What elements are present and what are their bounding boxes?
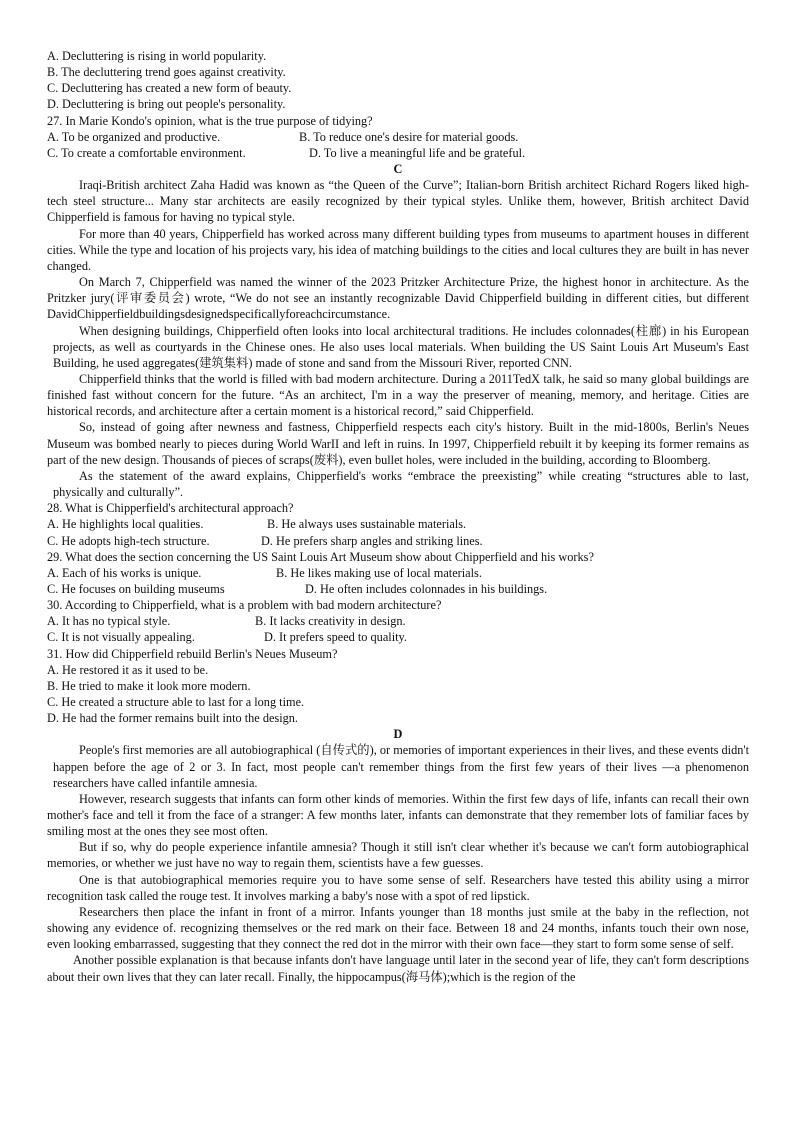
section-c-paragraph-5: Chipperfield thinks that the world is filled with bad modern architecture. During a 2011TedX talk, he said so many global buildings are finished fast without concern for the future. “As an architect, I'm in a way the preserver of meaning, memory, and heritage. Cities are historical records, and architecture after a certain moment is a historical record,” said Chipperfield. (47, 372, 749, 419)
q30-option-c: C. It is not visually appealing. (47, 630, 195, 645)
section-c-paragraph-7: As the statement of the award explains, Chipperfield's works “embrace the preexisting” while creating “structures able to last, physically and culturally”. (53, 468, 749, 500)
q27-option-c: C. To create a comfortable environment. (47, 145, 246, 160)
q26-option-d: D. Decluttering is bring out people's personality. (47, 97, 286, 112)
q29-option-a: A. Each of his works is unique. (47, 565, 202, 580)
q31-question: 31. How did Chipperfield rebuild Berlin's Neues Museum? (47, 646, 338, 661)
q27-option-d: D. To live a meaningful life and be grateful. (309, 145, 526, 160)
page-content (47, 48, 749, 985)
q31-option-a: A. He restored it as it used to be. (47, 662, 209, 677)
q31-option-c: C. He created a structure able to last for a long time. (47, 694, 305, 709)
q30-question: 30. According to Chipperfield, what is a problem with bad modern architecture? (47, 598, 442, 613)
q29-option-d: D. He often includes colonnades in his buildings. (305, 581, 548, 596)
section-d-paragraph-1: People's first memories are all autobiographical (自传式的), or memories of important experiences in their lives, and these events didn't happen before the age of 2 or 3. In fact, most people can't remember things from the first few years of their lives —a phenomenon researchers have called infantile amnesia. (53, 743, 749, 790)
section-c-paragraph-1: Iraqi-British architect Zaha Hadid was known as “the Queen of the Curve”; Italian-born British architect Richard Rogers liked high-tech steel structure... Many star architects are easily recognized by their typical styles. Unlike them, however, British architect David Chipperfield is famous for having no typical style. (47, 178, 749, 225)
q26-option-b: B. The decluttering trend goes against creativity. (47, 65, 286, 80)
q27-option-b: B. To reduce one's desire for material goods. (299, 129, 519, 144)
q28-options-row-2 (47, 533, 749, 549)
q26-option-c: C. Decluttering has created a new form of beauty. (47, 81, 292, 96)
q27-options-row-2 (47, 145, 749, 161)
section-d-label: D (393, 727, 403, 742)
q27-question: 27. In Marie Kondo's opinion, what is the true purpose of tidying? (47, 113, 373, 128)
q29-option-b: B. He likes making use of local materials. (276, 565, 482, 580)
q28-option-d: D. He prefers sharp angles and striking lines. (261, 533, 483, 548)
q30-option-d: D. It prefers speed to quality. (264, 630, 407, 645)
section-c-paragraph-2: For more than 40 years, Chipperfield has worked across many different building types from museums to apartment houses in different cities. While the type and location of his projects vary, his idea of matching buildings to the cities and local cultures they are built in has never changed. (47, 226, 749, 273)
q26-option-a: A. Decluttering is rising in world popularity. (47, 49, 267, 63)
q31-option-b: B. He tried to make it look more modern. (47, 678, 251, 693)
q27-option-a: A. To be organized and productive. (47, 129, 221, 144)
section-d-paragraph-6: Another possible explanation is that because infants don't have language until later in the second year of life, they can't form descriptions about their own lives that they can later recall. Finally, the hippocampus(海马体);which is the region of the (47, 953, 749, 984)
q28-option-a: A. He highlights local qualities. (47, 517, 204, 532)
section-c-paragraph-4: When designing buildings, Chipperfield often looks into local architectural traditions. He includes colonnades(柱廊) in his European projects, as well as courtyards in the Chinese ones. He also uses local materials. When building the US Saint Louis Art Museum's East Building, he used aggregates(建筑集料) made of stone and sand from the Missouri River, reported CNN. (53, 323, 749, 370)
q31-option-d: D. He had the former remains built into the design. (47, 711, 298, 726)
q28-options-row-1 (47, 516, 749, 532)
q29-question: 29. What does the section concerning the US Saint Louis Art Museum show about Chipperfield and his works? (47, 549, 594, 564)
q29-options-row-1 (47, 565, 749, 581)
section-c-label: C (393, 161, 403, 176)
q28-question: 28. What is Chipperfield's architectural approach? (47, 501, 294, 516)
q30-options-row-2 (47, 629, 749, 645)
q29-options-row-2 (47, 581, 749, 597)
section-d-paragraph-5: Researchers then place the infant in front of a mirror. Infants younger than 18 months just smile at the baby in the reflection, not showing any evidence of. recognizing themselves or the red mark on their face. Between 18 and 24 months, infants touch their own nose, even looking embarrassed, suggesting that they connect the red dot in the mirror with their own face—they start to form some sense of self. (47, 904, 749, 952)
q30-options-row-1 (47, 613, 749, 629)
q30-option-b: B. It lacks creativity in design. (255, 614, 406, 629)
q30-option-a: A. It has no typical style. (47, 614, 171, 629)
q27-options-row-1 (47, 129, 749, 145)
q28-option-c: C. He adopts high-tech structure. (47, 533, 210, 548)
q28-option-b: B. He always uses sustainable materials. (267, 517, 467, 532)
section-c-paragraph-3: On March 7, Chipperfield was named the winner of the 2023 Pritzker Architecture Prize, the highest honor in architecture. As the Pritzker jury(评审委员会) wrote, “We do not see an instantly recognizable David Chipperfield building in different cities, but different DavidChipperfieldbuildingsdesignedspecificallyforeachcircumstance. (47, 275, 749, 322)
section-c-paragraph-6: So, instead of going after newness and fastness, Chipperfield respects each city's history. Built in the mid-1800s, Berlin's Neues Museum was bombed nearly to pieces during World WarII and left in ruins. In 1997, Chipperfield rebuilt it by keeping its former remains as part of the new design. Thousands of pieces of scraps(废料), even bullet holes, were included in the building, according to Bloomberg. (47, 420, 749, 467)
section-d-paragraph-2: However, research suggests that infants can form other kinds of memories. Within the first few days of life, infants can recall their own mother's face and tell it from the face of a stranger: A few months later, infants can demonstrate that they remember lots of familiar faces by smiling most at the ones they see most often. (47, 791, 749, 839)
q29-option-c: C. He focuses on building museums (47, 581, 225, 596)
section-d-paragraph-3: But if so, why do people experience infantile amnesia? Though it still isn't clear whether it's because we can't form autobiographical memories, or whether we just have no way to regain them, scientists have a few guesses. (47, 840, 749, 871)
section-d-paragraph-4: One is that autobiographical memories require you to have some sense of self. Researchers have tested this ability using a mirror recognition task called the rouge test. It involves marking a baby's nose with a spot of red lipstick. (47, 872, 749, 903)
